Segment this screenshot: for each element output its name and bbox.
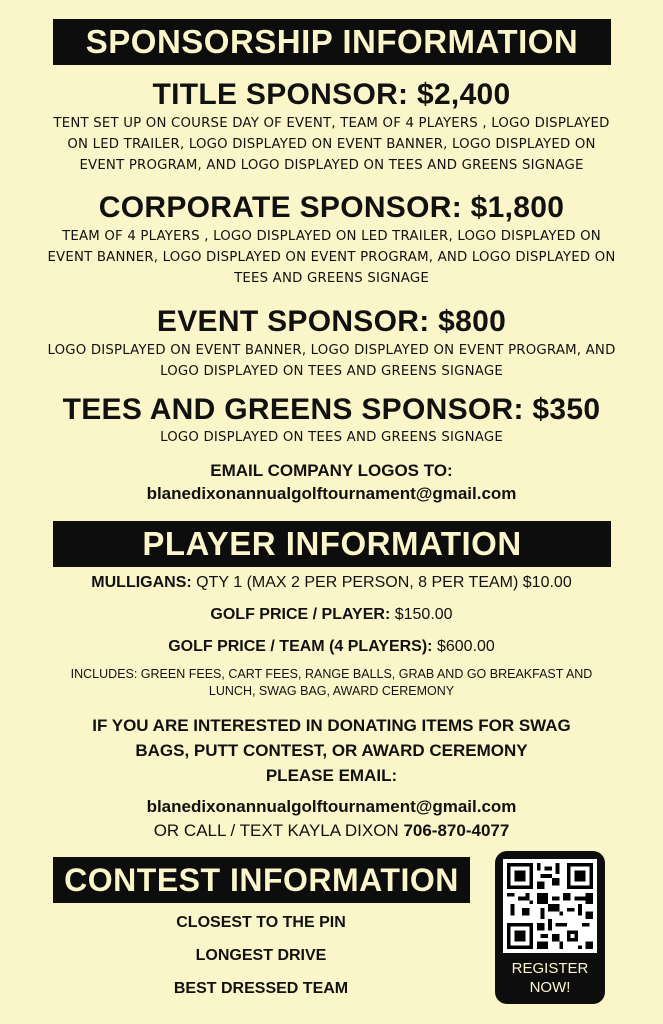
contest-item-closest-pin: CLOSEST TO THE PIN xyxy=(176,914,346,931)
email-logos-label: EMAIL COMPANY LOGOS TO: xyxy=(210,461,453,480)
sponsorship-banner xyxy=(53,19,611,65)
player-banner-text: PLAYER INFORMATION xyxy=(142,525,522,562)
includes-line2: LUNCH, SWAG BAG, AWARD CEREMONY xyxy=(208,684,455,698)
donate-line1: IF YOU ARE INTERESTED IN DONATING ITEMS FOR SWAG xyxy=(92,716,571,735)
includes-line1: INCLUDES: GREEN FEES, CART FEES, RANGE BALLS, GRAB AND GO BREAKFAST AND xyxy=(70,667,593,681)
player-email-link[interactable]: blanedixonannualgolftournament@gmail.com xyxy=(146,797,517,816)
corporate-sponsor-heading: CORPORATE SPONSOR: $1,800 xyxy=(98,191,565,224)
contest-banner-text: CONTEST INFORMATION xyxy=(64,862,459,898)
sponsorship-banner-text: SPONSORSHIP INFORMATION xyxy=(85,23,579,60)
mulligans-value: QTY 1 (MAX 2 PER PERSON, 8 PER TEAM) $10.00 xyxy=(196,574,572,591)
register-label-line2: NOW! xyxy=(529,979,571,996)
title-sponsor-desc xyxy=(0,113,663,176)
event-sponsor-heading: EVENT SPONSOR: $800 xyxy=(156,305,507,338)
player-banner xyxy=(53,521,611,567)
golf-player-label: GOLF PRICE / PLAYER: xyxy=(210,606,391,623)
event-sponsor-desc xyxy=(0,340,663,382)
golf-player-value: $150.00 xyxy=(394,606,453,623)
register-label-line1: REGISTER xyxy=(511,960,589,977)
title-sponsor-line1: TENT SET UP ON COURSE DAY OF EVENT, TEAM OF 4 PLAYERS , LOGO DISPLAYED xyxy=(53,116,610,131)
golf-player-line xyxy=(0,604,663,626)
tees-sponsor-heading: TEES AND GREENS SPONSOR: $350 xyxy=(62,393,601,426)
title-sponsor-line3: EVENT PROGRAM, AND LOGO DISPLAYED ON TEES AND GREENS SIGNAGE xyxy=(79,158,584,173)
contest-item-longest-drive: LONGEST DRIVE xyxy=(195,947,327,964)
contest-banner xyxy=(53,857,470,903)
golf-team-line xyxy=(0,636,663,658)
golf-team-value: $600.00 xyxy=(436,638,495,655)
donate-text xyxy=(0,713,663,788)
mulligans-label: MULLIGANS: xyxy=(91,574,192,591)
sponsorship-email-link[interactable]: blanedixonannualgolftournament@gmail.com xyxy=(146,484,517,503)
donate-line3: PLEASE EMAIL: xyxy=(265,766,398,785)
event-sponsor-line1: LOGO DISPLAYED ON EVENT BANNER, LOGO DISPLAYED ON EVENT PROGRAM, AND xyxy=(47,343,616,358)
includes-text xyxy=(0,666,663,700)
corporate-sponsor-line3: TEES AND GREENS SIGNAGE xyxy=(234,271,429,286)
mulligans-line xyxy=(0,572,663,594)
call-prefix: OR CALL / TEXT KAYLA DIXON xyxy=(153,821,399,840)
corporate-sponsor-line1: TEAM OF 4 PLAYERS , LOGO DISPLAYED ON LED TRAILER, LOGO DISPLAYED ON xyxy=(62,229,601,244)
event-sponsor-line2: LOGO DISPLAYED ON TEES AND GREENS SIGNAGE xyxy=(160,364,503,379)
contest-item-best-dressed: BEST DRESSED TEAM xyxy=(173,980,349,997)
register-now-label xyxy=(495,959,605,997)
tees-sponsor-line1: LOGO DISPLAYED ON TEES AND GREENS SIGNAGE xyxy=(160,430,503,445)
title-sponsor-heading: TITLE SPONSOR: $2,400 xyxy=(152,78,511,111)
golf-team-label: GOLF PRICE / TEAM (4 PLAYERS): xyxy=(168,638,433,655)
title-sponsor-line2: ON LED TRAILER, LOGO DISPLAYED ON EVENT BANNER, LOGO DISPLAYED ON xyxy=(67,137,596,152)
corporate-sponsor-desc xyxy=(0,226,663,289)
donate-line2: BAGS, PUTT CONTEST, OR AWARD CEREMONY xyxy=(135,741,528,760)
register-qr-button[interactable] xyxy=(495,851,605,1004)
corporate-sponsor-line2: EVENT BANNER, LOGO DISPLAYED ON EVENT PROGRAM, AND LOGO DISPLAYED ON xyxy=(47,250,616,265)
phone-number[interactable]: 706-870-4077 xyxy=(403,821,510,840)
qr-code-icon[interactable] xyxy=(503,859,597,953)
call-line xyxy=(0,820,663,842)
